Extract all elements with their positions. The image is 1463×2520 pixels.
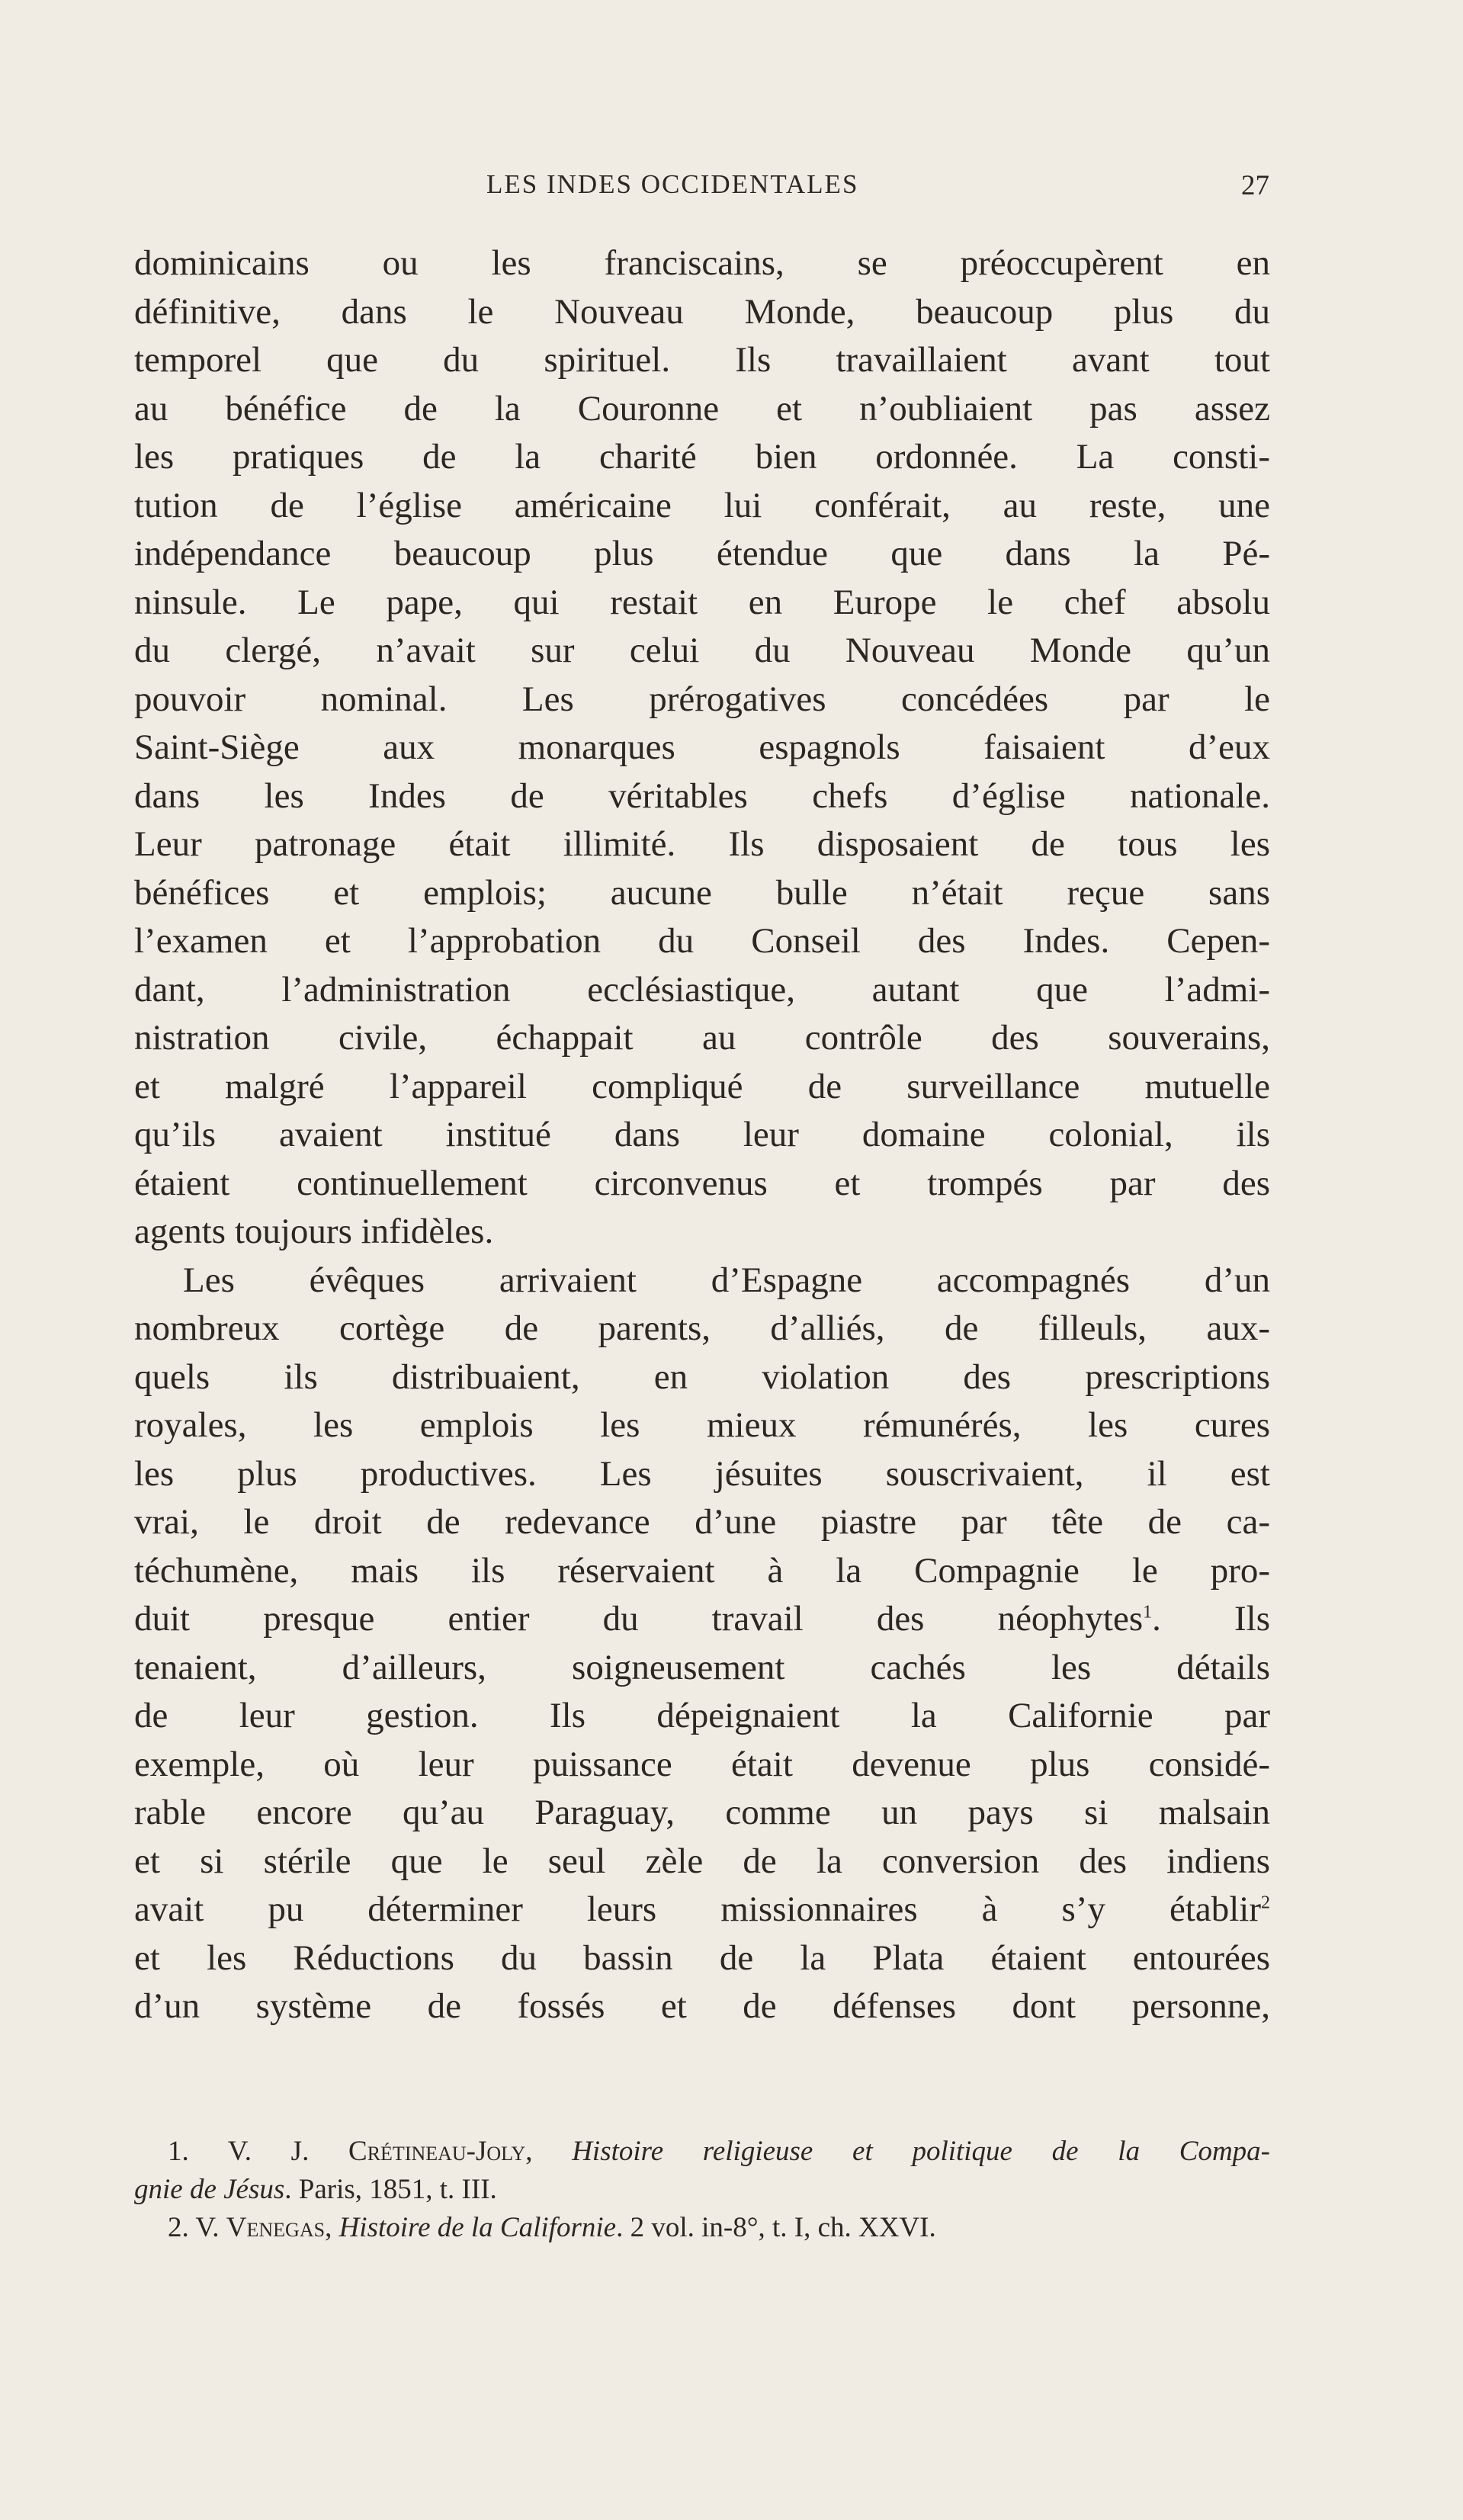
footnote-reference: 1 (1143, 1602, 1153, 1623)
footnote-1 (134, 2133, 1270, 2171)
text-line: dominicains ou les franciscains, se préoccupèrent en (134, 243, 1270, 283)
paragraph-first-line: Les évêques arrivaient d’Espagne accompagnés d’un (183, 1260, 1270, 1300)
text-line: étaient continuellement circonvenus et trompés par des (134, 1163, 1270, 1203)
footnote-author: Crétineau-Joly (348, 2136, 526, 2167)
footnote-marker: 2. V. (168, 2212, 220, 2243)
text-line: définitive, dans le Nouveau Monde, beaucoup plus du (134, 291, 1270, 332)
text-line: vrai, le droit de redevance d’une piastre par tête de ca- (134, 1502, 1270, 1542)
paragraph-last-line: agents toujours infidèles. (134, 1212, 494, 1251)
footnote-separator: , (525, 2136, 533, 2167)
footnotes (134, 2133, 1270, 2247)
text-line: exemple, où leur puissance était devenue plus considé- (134, 1744, 1270, 1784)
text-line: indépendance beaucoup plus étendue que dans la Pé- (134, 534, 1270, 573)
text-line: tenaient, d’ailleurs, soigneusement cachés les détails (134, 1647, 1270, 1687)
text-line: au bénéfice de la Couronne et n’oubliaient pas assez (134, 388, 1270, 429)
footnote-title: Histoire religieuse et politique de la Compa- (572, 2136, 1270, 2167)
text-line: quels ils distribuaient, en violation des prescriptions (134, 1356, 1270, 1397)
text-line: téchumène, mais ils réservaient à la Compagnie le pro- (134, 1550, 1270, 1591)
text-line: d’un système de fossés et de défenses dont personne, (134, 1986, 1270, 2026)
running-title: LES INDES OCCIDENTALES (486, 169, 859, 199)
body-text (134, 239, 1270, 2031)
footnote-separator: , (325, 2212, 332, 2243)
footnote-details: . Paris, 1851, t. III. (284, 2174, 497, 2205)
text-line: qu’ils avaient institué dans leur domaine colonial, ils (134, 1115, 1270, 1154)
text-line: tution de l’église américaine lui conférait, au reste, une (134, 485, 1270, 525)
text-line: et si stérile que le seul zèle de la conversion des indiens (134, 1841, 1270, 1881)
text-line: pouvoir nominal. Les prérogatives concédées par le (134, 679, 1270, 719)
footnote-author: Venegas (226, 2212, 326, 2243)
text-line: Saint-Siège aux monarques espagnols faisaient d’eux (134, 727, 1270, 767)
page-number: 27 (1241, 170, 1269, 201)
text-line: de leur gestion. Ils dépeignaient la Californie par (134, 1696, 1270, 1735)
text-line-with-footnote-ref (134, 1595, 1270, 1644)
text-line: ninsule. Le pape, qui restait en Europe le chef absolu (134, 582, 1270, 622)
text-fragment: duit presque entier du travail des néophytes (134, 1599, 1144, 1639)
text-line-with-footnote-ref (134, 1886, 1270, 1934)
footnote-title-continuation: gnie de Jésus (134, 2174, 285, 2205)
text-line: temporel que du spirituel. Ils travaillaient avant tout (134, 340, 1270, 380)
text-line: dans les Indes de véritables chefs d’église nationale. (134, 775, 1270, 816)
text-line: Leur patronage était illimité. Ils disposaient de tous les (134, 824, 1270, 864)
text-line: l’examen et l’approbation du Conseil des Indes. Cepen- (134, 921, 1270, 961)
footnote-details: . 2 vol. in-8°, t. I, ch. XXVI. (616, 2212, 936, 2243)
text-line: et les Réductions du bassin de la Plata étaient entourées (134, 1937, 1270, 1978)
text-line: royales, les emplois les mieux rémunérés, les cures (134, 1405, 1270, 1445)
footnote-reference: 2 (1261, 1892, 1270, 1913)
footnote-2 (134, 2209, 1270, 2247)
running-head (0, 169, 1463, 207)
text-line: du clergé, n’avait sur celui du Nouveau Monde qu’un (134, 631, 1270, 670)
text-fragment: avait pu déterminer leurs missionnaires à s’y établir (134, 1889, 1261, 1929)
footnote-marker: 1. V. J. (168, 2136, 310, 2167)
text-fragment: . Ils (1152, 1599, 1270, 1639)
footnote-title: Histoire de la Californie (338, 2212, 617, 2243)
text-line: dant, l’administration ecclésiastique, autant que l’admi- (134, 969, 1270, 1010)
text-line: bénéfices et emplois; aucune bulle n’était reçue sans (134, 872, 1270, 913)
text-line: les pratiques de la charité bien ordonnée. La consti- (134, 437, 1270, 477)
text-line: nistration civile, échappait au contrôle des souverains, (134, 1018, 1270, 1058)
text-line: rable encore qu’au Paraguay, comme un pays si malsain (134, 1793, 1270, 1832)
text-line: et malgré l’appareil compliqué de surveillance mutuelle (134, 1066, 1270, 1106)
text-line: les plus productives. Les jésuites souscrivaient, il est (134, 1453, 1270, 1494)
footnote-1-continuation (134, 2171, 1270, 2209)
text-line: nombreux cortège de parents, d’alliés, de filleuls, aux- (134, 1308, 1270, 1348)
